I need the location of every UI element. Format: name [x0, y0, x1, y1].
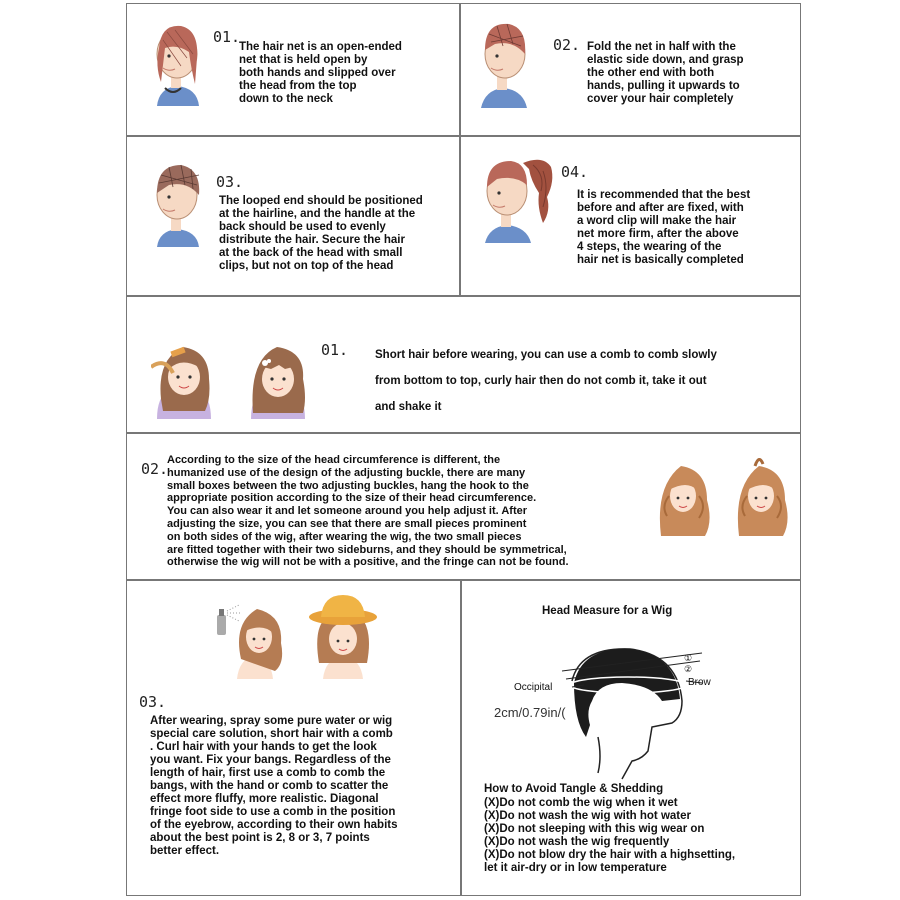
marker-2: ②: [684, 664, 693, 674]
tip-item: let it air-dry or in low temperature: [484, 862, 667, 874]
step-1-number: 01.: [213, 28, 241, 46]
spray-wig-illustration: [215, 593, 291, 681]
step-2-panel: [460, 3, 801, 136]
wig-step-1-panel: [126, 296, 801, 433]
step-2-number: 02.: [553, 36, 581, 54]
tip-item: (X)Do not wash the wig with hot water: [484, 810, 691, 822]
wavy-wig-adjusted-illustration: [733, 452, 789, 540]
tip-item: (X)Do not blow dry the hair with a highsetting,: [484, 849, 736, 861]
step-3-number: 03.: [216, 173, 244, 191]
tip-item: (X)Do not wash the wig frequently: [484, 836, 670, 848]
step-3-text: The looped end should be positioned at the hairline, and the handle at the back should be used to evenly distribute the hair. Secure the hair at the back of the head with small clips, but not on top of the head: [219, 195, 423, 272]
occipital-label: Occipital: [514, 682, 553, 693]
hair-net-step-2-illustration: [473, 16, 535, 112]
measure-title: Head Measure for a Wig: [542, 605, 673, 617]
wig-step-3-number: 03.: [139, 693, 167, 711]
tip-item: (X)Do not sleeping with this wig wear on: [484, 823, 705, 835]
hair-net-step-1-illustration: [147, 18, 207, 110]
wig-step-1-line-1: Short hair before wearing, you can use a comb to comb slowly: [375, 349, 717, 361]
step-3-panel: [126, 136, 460, 296]
hat-wig-illustration: [305, 591, 381, 681]
wig-step-1-line-2: from bottom to top, curly hair then do not comb it, take it out: [375, 375, 707, 387]
hair-net-step-3-illustration: [147, 159, 209, 251]
hair-net-step-4-illustration: [473, 151, 559, 247]
step-4-number: 04.: [561, 163, 589, 181]
wavy-wig-front-illustration: [655, 456, 711, 540]
measure-panel: [461, 580, 801, 896]
girl-comb-illustration: [151, 339, 217, 421]
wig-step-3-text: After wearing, spray some pure water or wig special care solution, short hair with a comb . Curl hair with your hands to get the look you want. Fix your bangs. Regardless of the length of hair, first use a comb to comb the bangs, with the hand or comb to scatter the effect more fluffy, more realistic. Diagonal fringe foot side to use a comb in the position of the eyebrow, according to their own habits about the best point is 2, 8 or 3, 7 points better effect.: [150, 715, 398, 857]
tip-item: (X)Do not comb the wig when it wet: [484, 797, 678, 809]
wig-step-1-line-3: and shake it: [375, 401, 442, 413]
tips-list: [484, 797, 794, 875]
brow-label: Brow: [688, 677, 711, 688]
wig-step-1-number: 01.: [321, 341, 349, 359]
wig-step-2-text: According to the size of the head circumference is different, the humanized use of the design of the adjusting buckle, there are many small boxes between the two adjusting buckles, hang the hook to the appropriate position according to the size of their head circumference. You can also wear it and let someone around you help adjust it. After adjusting the size, you can see that there are small pieces prominent on both sides of the wig, after wearing the wig, the two small pieces are fitted together with their two sideburns, and they should be symmetrical, otherwise the wig will not be with a positive, and the fringe can not be found.: [167, 454, 569, 569]
wig-step-3-panel: [126, 580, 461, 896]
step-1-panel: [126, 3, 460, 136]
tangle-title: How to Avoid Tangle & Shedding: [484, 783, 664, 795]
step-4-text: It is recommended that the best before and after are fixed, with a word clip will make the hair net more firm, after the above 4 steps, the wearing of the hair net is basically completed: [577, 189, 751, 266]
marker-1: ①: [684, 653, 693, 663]
girl-wig-illustration: [245, 339, 311, 421]
step-2-text: Fold the net in half with the elastic side down, and grasp the other end with both hands, pulling it upwards to cover your hair completely: [587, 41, 744, 105]
scale-label: 2cm/0.79in/(: [494, 705, 566, 720]
step-4-panel: [460, 136, 801, 296]
wig-step-2-panel: [126, 433, 801, 580]
step-1-text: The hair net is an open-ended net that is held open by both hands and slipped over the head from the top down to the neck: [239, 41, 402, 105]
wig-step-2-number: 02.: [141, 460, 169, 478]
